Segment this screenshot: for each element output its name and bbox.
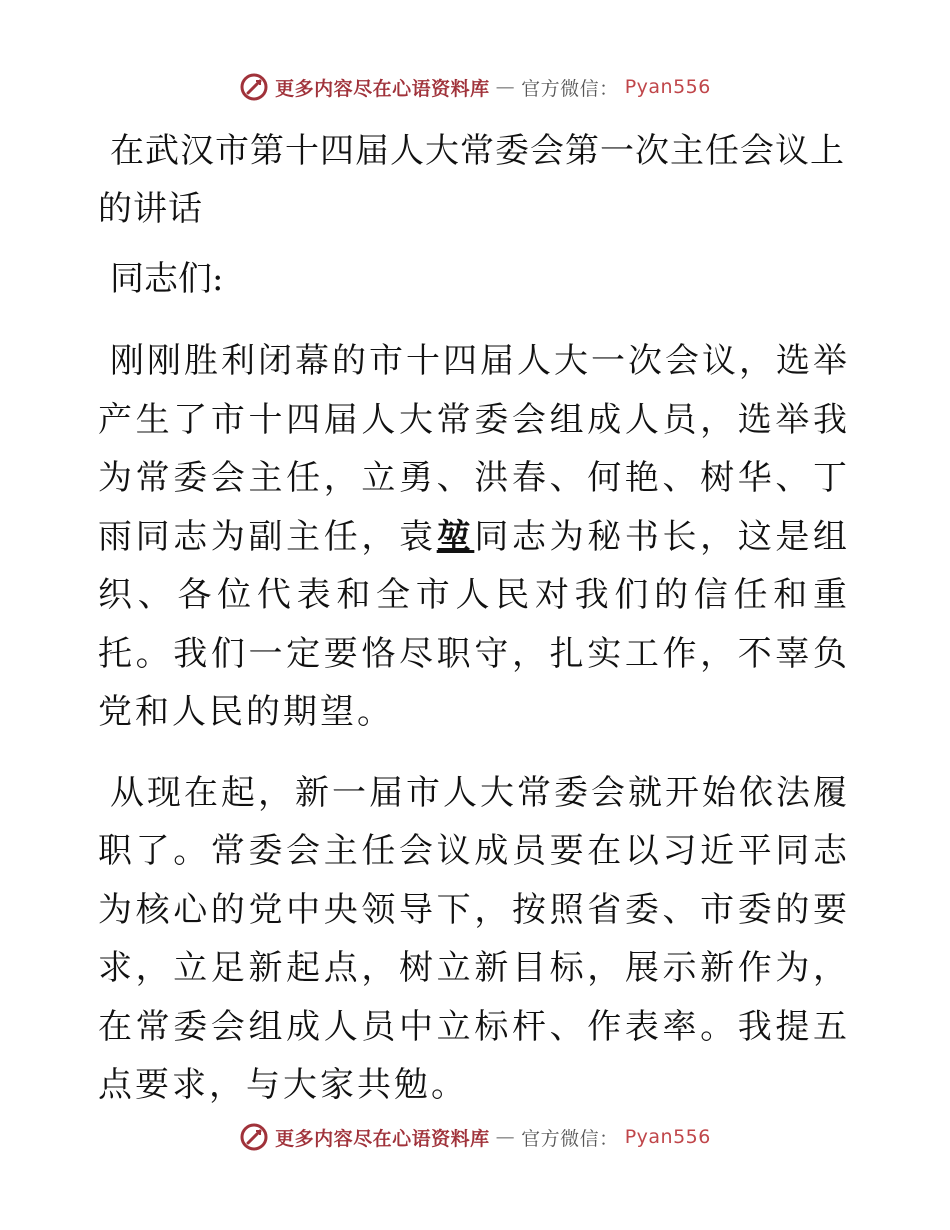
greeting: 同志们: <box>110 259 224 299</box>
document-title: 在武汉市第十四届人大常委会第一次主任会议上的讲话 <box>98 131 845 229</box>
header-watermark <box>0 72 950 102</box>
watermark-wechat-label: 官方微信： <box>521 77 619 100</box>
paragraph-1-highlight: 堃 <box>436 516 475 557</box>
paragraph-1 <box>98 332 850 742</box>
paragraph-2: 从现在起，新一届市人大常委会就开始依法履职了。常委会主任会议成员要在以习近平同志为核心的党中央领导下，按照省委、市委的要求，立足新起点，树立新目标，展示新作为，在常委会组成人员中立标杆、作表率。我提五点要求，与大家共勉。 <box>98 772 850 1105</box>
paragraph-1-after: 同志为秘书长，这是组织、各位代表和全市人民对我们的信任和重托。我们一定要恪尽职守，扎实工作，不辜负党和人民的期望。 <box>98 516 851 732</box>
document-body <box>98 122 850 1137</box>
watermark-dash: — <box>495 76 516 98</box>
brand-logo-icon <box>239 1122 269 1152</box>
watermark-brand: 更多内容尽在心语资料库 <box>275 77 490 100</box>
watermark-wechat-id: Pyan556 <box>624 76 711 98</box>
paragraph-1-before: 刚刚胜利闭幕的市十四届人大一次会议，选举产生了市十四届人大常委会组成人员，选举我为常委会主任，立勇、洪春、何艳、树华、丁雨同志为副主任，袁 <box>98 341 850 557</box>
watermark-wechat-label: 官方微信： <box>521 1127 619 1150</box>
brand-logo-icon <box>239 72 269 102</box>
footer-watermark <box>0 1122 950 1152</box>
watermark-brand: 更多内容尽在心语资料库 <box>275 1127 490 1150</box>
watermark-dash: — <box>495 1126 516 1148</box>
watermark-wechat-id: Pyan556 <box>624 1126 711 1148</box>
